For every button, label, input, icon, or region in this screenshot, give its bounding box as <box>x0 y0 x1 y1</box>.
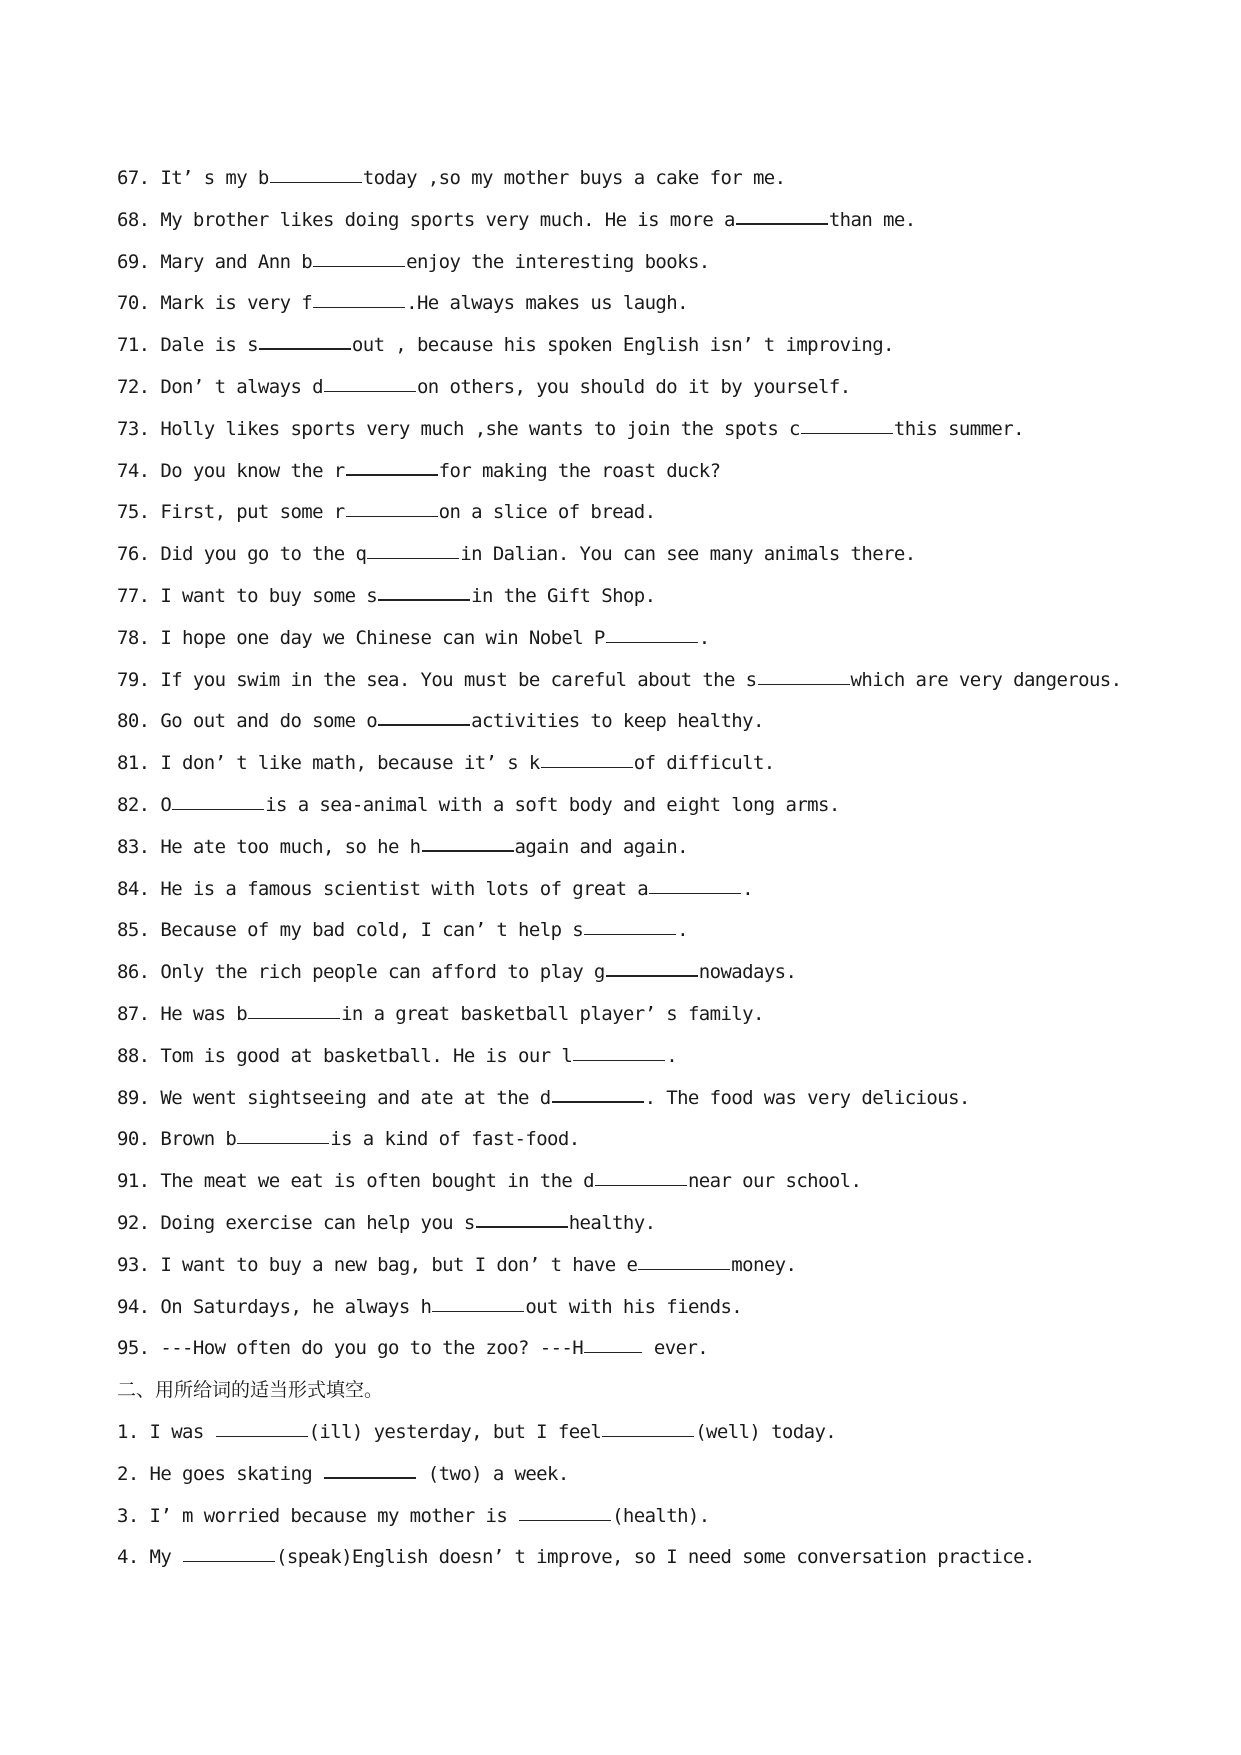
question-number: 85. <box>117 919 150 942</box>
question-88 <box>117 1036 1117 1078</box>
question-text-before: The meat we eat is often bought in the d <box>149 1170 594 1193</box>
question-number: 78. <box>117 626 150 649</box>
question-text-after: healthy. <box>568 1211 656 1234</box>
question-71 <box>117 325 1117 367</box>
question-95 <box>117 1328 1117 1370</box>
question-text-before: Don’ t always d <box>149 375 323 398</box>
question-86 <box>117 952 1117 994</box>
question-76 <box>117 534 1117 576</box>
question-number: 87. <box>117 1002 150 1025</box>
question-text-before: He was b <box>149 1002 248 1025</box>
answer-blank[interactable] <box>346 516 438 517</box>
question-number: 71. <box>117 334 150 357</box>
question-73 <box>117 409 1117 451</box>
question-68 <box>117 200 1117 242</box>
answer-blank[interactable] <box>573 1060 665 1061</box>
question-number: 91. <box>117 1170 150 1193</box>
question-text-before: He goes skating <box>138 1462 323 1485</box>
question-text-after: ever. <box>643 1337 709 1360</box>
question-text-before: Go out and do some o <box>149 710 378 733</box>
question-text-after: (two) a week. <box>416 1462 569 1485</box>
question-text-before: O <box>149 793 172 816</box>
answer-blank[interactable] <box>270 182 362 183</box>
answer-blank[interactable] <box>584 934 676 935</box>
question-text-after: enjoy the interesting books. <box>406 250 710 273</box>
answer-blank[interactable] <box>584 1352 642 1353</box>
question-text-after: .He always makes us laugh. <box>406 292 688 315</box>
answer-blank[interactable] <box>638 1269 730 1270</box>
question-number: 73. <box>117 417 150 440</box>
question-number: 88. <box>117 1044 150 1067</box>
question-text-after: (health). <box>612 1504 710 1527</box>
question-text-before: I hope one day we Chinese can win Nobel P <box>149 626 605 649</box>
question-text-before: I want to buy some s <box>149 584 378 607</box>
question-text-before: I want to buy a new bag, but I don’ t have e <box>149 1253 638 1276</box>
question-number: 86. <box>117 961 150 984</box>
answer-blank[interactable] <box>172 809 264 810</box>
question-text-after: on others, you should do it by yourself. <box>416 375 851 398</box>
question-text-before: I don’ t like math, because it’ s k <box>149 752 540 775</box>
question-text-after: out with his fiends. <box>525 1295 743 1318</box>
answer-blank[interactable] <box>649 893 741 894</box>
answer-blank[interactable] <box>346 474 438 476</box>
question-text-before: We went sightseeing and ate at the d <box>149 1086 551 1109</box>
question-text-before: I was <box>138 1420 215 1443</box>
question-text-after: money. <box>731 1253 797 1276</box>
question-69 <box>117 242 1117 284</box>
question-number: 94. <box>117 1295 150 1318</box>
question-text-before: Tom is good at basketball. He is our l <box>149 1044 573 1067</box>
question-number: 67. <box>117 167 150 189</box>
question-number: 70. <box>117 292 150 315</box>
question-text-after: on a slice of bread. <box>438 501 656 524</box>
question-text-after: in a great basketball player’ s family. <box>341 1002 764 1025</box>
question-number: 79. <box>117 668 150 691</box>
question-94 <box>117 1287 1117 1329</box>
question-75 <box>117 492 1117 534</box>
answer-blank[interactable] <box>183 1561 275 1562</box>
part2-question-4 <box>117 1537 1117 1579</box>
question-text-after: nowadays. <box>698 961 797 984</box>
question-74 <box>117 451 1117 493</box>
answer-blank[interactable] <box>758 684 850 685</box>
question-81 <box>117 743 1117 785</box>
section-heading: 二、用所给词的适当形式填空。 <box>117 1379 384 1402</box>
answer-blank[interactable] <box>378 724 470 726</box>
question-text-before: My <box>138 1546 183 1569</box>
question-number: 68. <box>117 208 150 231</box>
part2-question-3 <box>117 1496 1117 1538</box>
question-text-after: . <box>698 626 710 649</box>
question-text-before: On Saturdays, he always h <box>149 1295 432 1318</box>
question-text-before: If you swim in the sea. You must be careful about the s <box>149 668 757 691</box>
exercise-lines <box>117 158 1122 1579</box>
question-text-middle: (ill) yesterday, but I feel <box>308 1420 602 1443</box>
question-text-before: First, put some r <box>149 501 345 524</box>
answer-blank[interactable] <box>476 1226 568 1228</box>
question-text-before: My brother likes doing sports very much. He is more a <box>149 208 735 231</box>
answer-blank[interactable] <box>606 975 698 977</box>
question-70 <box>117 283 1117 325</box>
question-number: 76. <box>117 543 150 566</box>
answer-blank[interactable] <box>422 850 514 852</box>
question-83 <box>117 827 1117 869</box>
question-number: 3. <box>117 1504 139 1527</box>
question-72 <box>117 367 1117 409</box>
question-number: 77. <box>117 584 150 607</box>
question-text-before: Do you know the r <box>149 459 345 482</box>
question-number: 1. <box>117 1420 139 1443</box>
question-number: 75. <box>117 501 150 524</box>
question-number: 74. <box>117 459 150 482</box>
question-77 <box>117 576 1117 618</box>
question-87 <box>117 994 1117 1036</box>
question-82 <box>117 785 1117 827</box>
question-number: 89. <box>117 1086 150 1109</box>
question-text-after: activities to keep healthy. <box>471 710 764 733</box>
question-text-after: near our school. <box>687 1170 862 1193</box>
answer-blank[interactable] <box>602 1436 694 1437</box>
answer-blank[interactable] <box>519 1520 611 1521</box>
answer-blank[interactable] <box>367 558 459 559</box>
answer-blank[interactable] <box>606 642 698 643</box>
question-number: 93. <box>117 1253 150 1276</box>
question-text-after: (speak)English doesn’ t improve, so I need some conversation practice. <box>276 1546 1035 1569</box>
part2-question-1 <box>117 1412 1117 1454</box>
question-number: 4. <box>117 1546 139 1569</box>
question-text-after: . The food was very delicious. <box>644 1086 970 1109</box>
question-text-after: (well) today. <box>695 1420 837 1443</box>
question-text-before: Dale is s <box>149 334 258 357</box>
answer-blank[interactable] <box>552 1101 644 1103</box>
question-text-before: Brown b <box>149 1128 237 1151</box>
question-text-after: . <box>666 1044 678 1067</box>
question-text-before: ---How often do you go to the zoo? ---H <box>149 1337 584 1360</box>
question-text-before: Doing exercise can help you s <box>149 1211 475 1234</box>
question-number: 84. <box>117 877 150 900</box>
question-text-before: It’ s my b <box>149 167 269 189</box>
question-number: 83. <box>117 835 150 858</box>
question-text-after: than me. <box>828 208 916 231</box>
question-text-after: which are very dangerous. <box>850 668 1122 691</box>
part2-question-2 <box>117 1454 1117 1496</box>
question-text-before: Did you go to the q <box>149 543 367 566</box>
question-text-after: . <box>677 919 688 942</box>
answer-blank[interactable] <box>324 391 416 392</box>
answer-blank[interactable] <box>595 1185 687 1186</box>
question-79 <box>117 660 1122 702</box>
question-text-before: Holly likes sports very much ,she wants to join the spots c <box>149 417 800 440</box>
question-85 <box>117 910 1117 952</box>
answer-blank[interactable] <box>313 307 405 308</box>
question-84 <box>117 869 1117 911</box>
question-number: 72. <box>117 375 150 398</box>
question-89 <box>117 1078 1117 1120</box>
question-number: 92. <box>117 1211 150 1234</box>
question-text-before: He is a famous scientist with lots of great a <box>149 877 649 900</box>
answer-blank[interactable] <box>736 223 828 225</box>
question-text-after: is a kind of fast-food. <box>330 1128 580 1151</box>
answer-blank[interactable] <box>378 599 470 601</box>
question-number: 81. <box>117 752 150 775</box>
question-number: 80. <box>117 710 150 733</box>
question-text-before: I’ m worried because my mother is <box>138 1504 519 1527</box>
question-80 <box>117 701 1117 743</box>
answer-blank[interactable] <box>801 433 893 434</box>
question-text-after: . <box>742 877 753 900</box>
question-text-after: of difficult. <box>633 752 775 775</box>
answer-blank[interactable] <box>432 1311 524 1312</box>
answer-blank[interactable] <box>216 1436 308 1437</box>
question-text-after: for making the roast duck? <box>438 459 721 482</box>
question-number: 82. <box>117 793 150 816</box>
question-number: 90. <box>117 1128 150 1151</box>
question-text-before: Only the rich people can afford to play g <box>149 961 605 984</box>
question-67 <box>117 158 1117 200</box>
question-number: 95. <box>117 1337 150 1360</box>
question-text-after: is a sea-animal with a soft body and eight long arms. <box>265 793 840 816</box>
question-number: 2. <box>117 1462 139 1485</box>
answer-blank[interactable] <box>237 1143 329 1144</box>
question-78 <box>117 618 1117 660</box>
question-91 <box>117 1161 1117 1203</box>
question-92 <box>117 1203 1117 1245</box>
answer-blank[interactable] <box>324 1477 416 1479</box>
answer-blank[interactable] <box>248 1018 340 1019</box>
question-text-after: in Dalian. You can see many animals there. <box>460 543 916 566</box>
question-text-after: today ,so my mother buys a cake for me. <box>362 167 786 189</box>
question-text-after: again and again. <box>514 835 688 858</box>
answer-blank[interactable] <box>313 266 405 267</box>
answer-blank[interactable] <box>541 767 633 768</box>
question-text-before: Mark is very f <box>149 292 313 315</box>
question-text-before: Mary and Ann b <box>149 250 313 273</box>
question-90 <box>117 1119 1117 1161</box>
question-text-after: out , because his spoken English isn’ t improving. <box>351 334 894 357</box>
question-text-before: He ate too much, so he h <box>149 835 421 858</box>
question-text-after: in the Gift Shop. <box>471 584 656 607</box>
question-number: 69. <box>117 250 150 273</box>
question-text-after: this summer. <box>893 417 1024 440</box>
question-text-before: Because of my bad cold, I can’ t help s <box>149 919 584 942</box>
question-93 <box>117 1245 1117 1287</box>
answer-blank[interactable] <box>259 348 351 350</box>
